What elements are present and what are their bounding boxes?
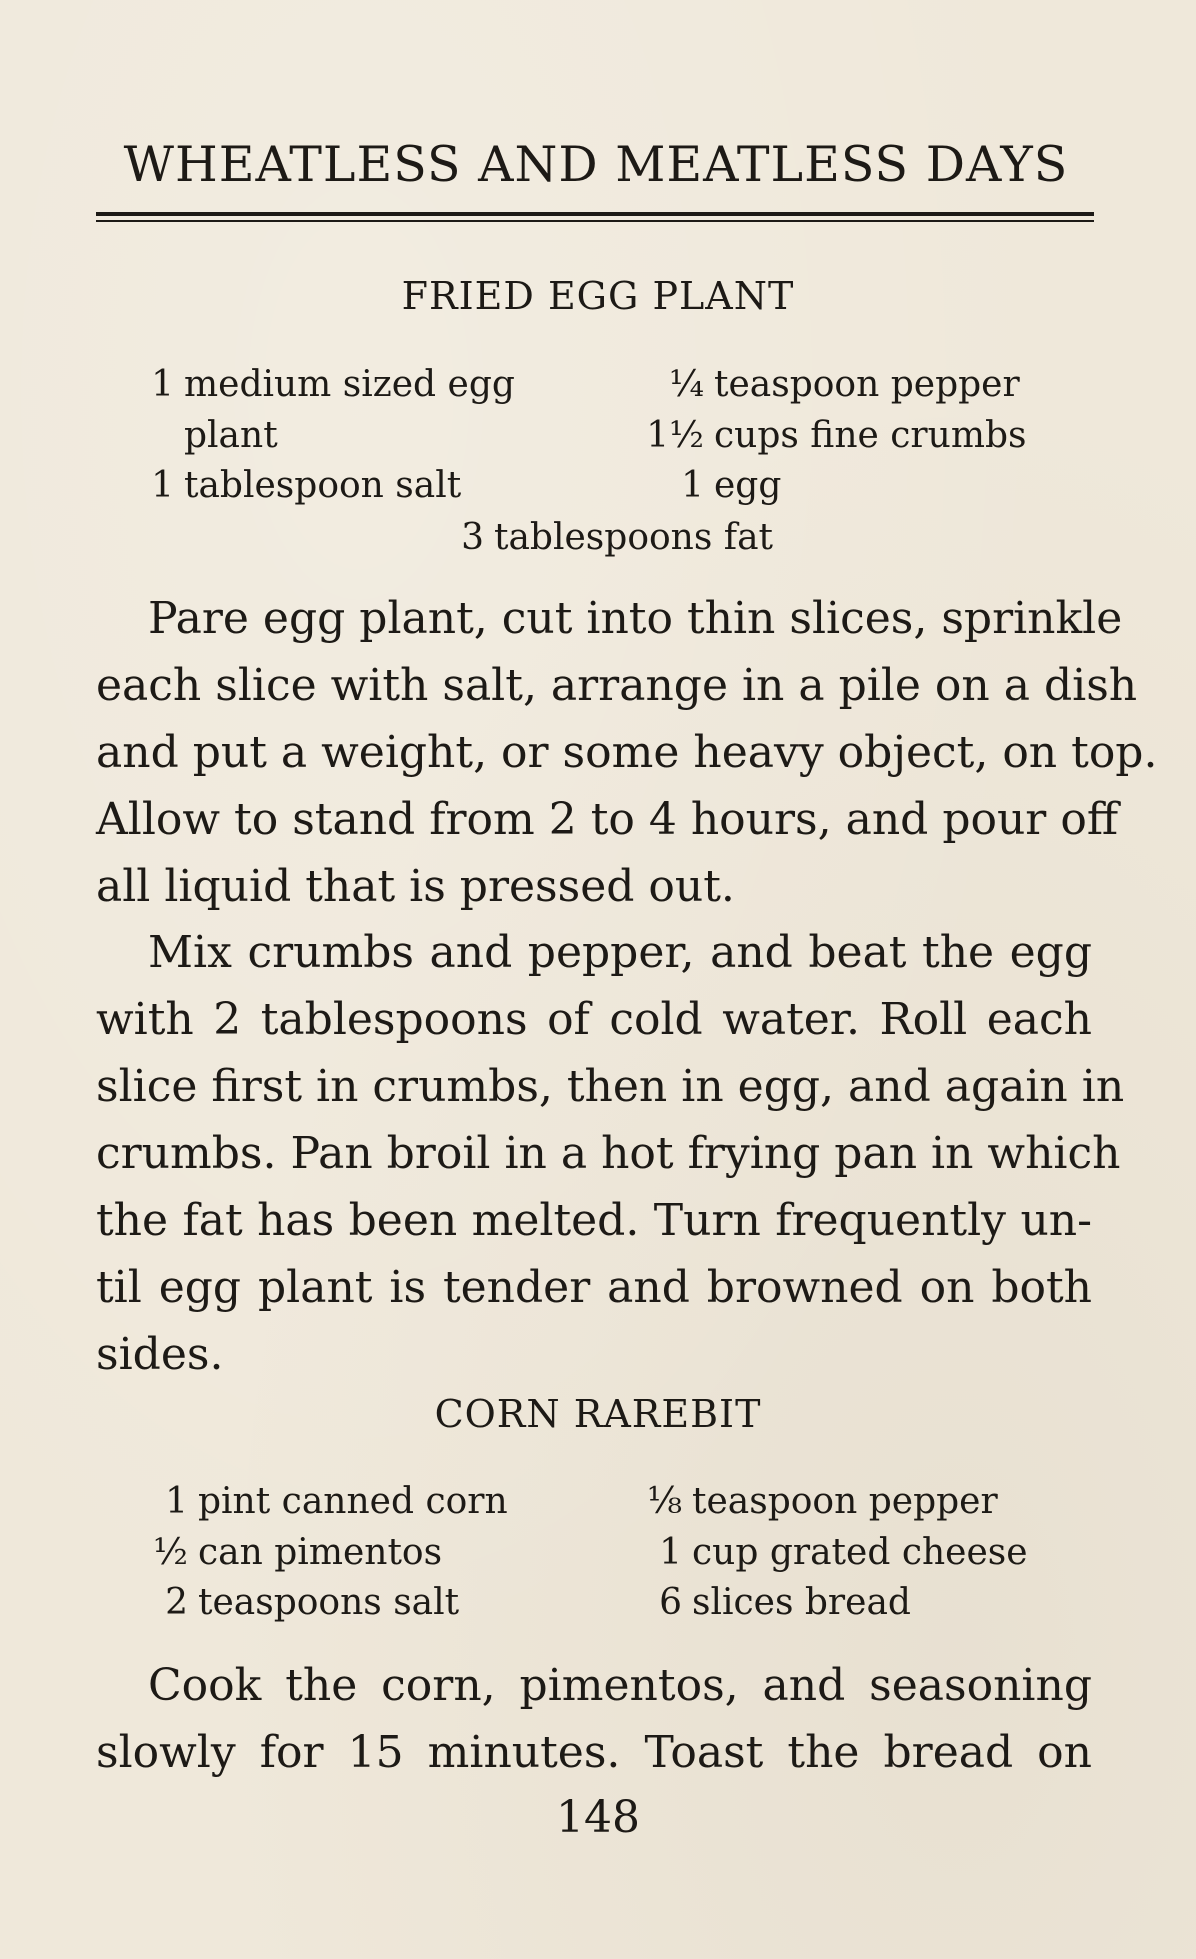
ingredient-item: 6 slices bread bbox=[659, 1582, 911, 1623]
ingredient-item: 1 cup grated cheese bbox=[659, 1532, 1028, 1573]
recipe-paragraph: Cook the corn, pimentos, and seasoning slowly for 15 minutes. Toast the bread on bbox=[96, 1660, 1092, 1778]
ingredient-item: 1 pint canned corn bbox=[165, 1481, 508, 1522]
ingredient-item: 1 medium sized egg bbox=[151, 364, 515, 405]
page-number: 148 bbox=[556, 1792, 640, 1843]
ingredient-item: ¼ teaspoon pepper bbox=[669, 364, 1020, 405]
header-rule-thick bbox=[96, 212, 1094, 216]
ingredient-item: ½ can pimentos bbox=[153, 1532, 443, 1573]
ingredient-item: 1½ cups fine crumbs bbox=[646, 415, 1027, 456]
ingredient-item: 1 tablespoon salt bbox=[151, 465, 462, 506]
recipe-title-fried-egg-plant: FRIED EGG PLANT bbox=[401, 274, 795, 318]
ingredient-item: ⅛ teaspoon pepper bbox=[647, 1481, 998, 1522]
ingredient-item: 3 tablespoons fat bbox=[461, 517, 774, 558]
header-rule-thin bbox=[96, 220, 1094, 222]
recipe-paragraph: Pare egg plant, cut into thin slices, sprinkle each slice with salt, arrange in a pile on a dish and put a weight, or some heavy object, on top. Allow to stand from 2 to 4 hours, and pour off all liquid that is pressed out. bbox=[96, 593, 1158, 912]
ingredient-item: 1 egg bbox=[681, 465, 782, 506]
recipe-paragraph: Mix crumbs and pepper, and beat the egg with 2 tablespoons of cold water. Roll each slice first in crumbs, then in egg, and again in crumbs. Pan broil in a hot frying pan in which the fat has been melted. Turn frequently un- til egg plant is tender and browned on both sides. bbox=[96, 927, 1125, 1380]
running-head: WHEATLESS AND MEATLESS DAYS bbox=[123, 136, 1069, 193]
ingredient-item: 2 teaspoons salt bbox=[165, 1582, 460, 1623]
recipe-title-corn-rarebit: CORN RAREBIT bbox=[434, 1392, 762, 1436]
ingredient-item: plant bbox=[184, 415, 278, 456]
